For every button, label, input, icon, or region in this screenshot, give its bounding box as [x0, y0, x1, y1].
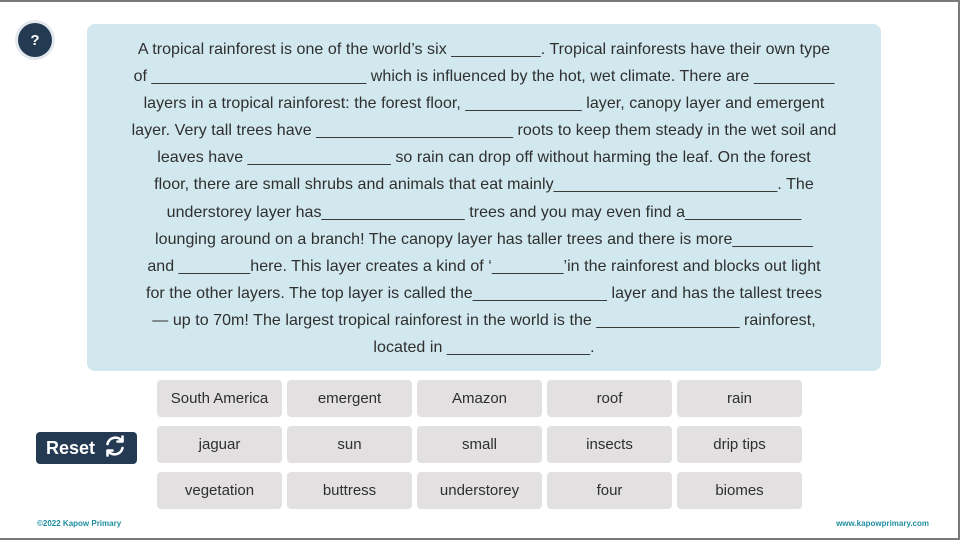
passage-text: located in: [373, 339, 447, 357]
blank-drop-zone[interactable]: ________________: [446, 339, 591, 357]
passage-text: rainforest,: [739, 311, 816, 329]
word-tile[interactable]: four: [547, 472, 672, 509]
passage-text: and: [147, 257, 179, 275]
passage-text: for the other layers. The top layer is called the: [145, 284, 473, 302]
word-tile[interactable]: South America: [157, 380, 282, 417]
blank-drop-zone[interactable]: _____________: [465, 95, 582, 113]
reset-label: Reset: [45, 437, 96, 458]
word-tile[interactable]: emergent: [287, 380, 412, 417]
passage-text: of: [133, 68, 152, 86]
blank-drop-zone[interactable]: _______________: [472, 284, 607, 302]
passage-line: [101, 307, 867, 334]
passage-line: [101, 63, 867, 90]
word-bank: [157, 380, 802, 509]
blank-drop-zone[interactable]: ________________: [321, 203, 465, 221]
passage-text: layer, canopy layer and emergent: [581, 95, 825, 113]
passage-text: which is influenced by the hot, wet climate. There are: [366, 68, 754, 86]
passage-text: layer and has the tallest trees: [606, 284, 823, 302]
blank-drop-zone[interactable]: __________: [451, 41, 541, 58]
word-tile[interactable]: small: [417, 426, 542, 463]
passage-text: . The: [777, 176, 814, 194]
passage-text: floor, there are small shrubs and animals that eat mainly: [154, 176, 554, 194]
blank-drop-zone[interactable]: ________________________: [151, 68, 367, 86]
passage-line: [101, 144, 867, 171]
passage-line: [101, 280, 867, 307]
passage-text: . Tropical rainforests have their own type: [540, 41, 831, 58]
passage-line: [101, 117, 867, 144]
blank-drop-zone[interactable]: ________: [491, 257, 564, 275]
passage-text: — up to 70m! The largest tropical rainforest in the world is the: [152, 311, 597, 329]
passage-text: layer. Very tall trees have: [131, 122, 317, 140]
website-link[interactable]: www.kapowprimary.com: [836, 519, 929, 528]
passage-line: [101, 171, 867, 198]
copyright-text: ©2022 Kapow Primary: [37, 519, 122, 528]
passage-line: [101, 226, 867, 253]
passage-line: [101, 90, 867, 117]
blank-drop-zone[interactable]: _________: [753, 68, 835, 86]
reset-button[interactable]: [36, 432, 137, 464]
word-tile[interactable]: buttress: [287, 472, 412, 509]
word-tile[interactable]: roof: [547, 380, 672, 417]
passage-text: understorey layer has: [166, 203, 322, 221]
blank-drop-zone[interactable]: _________: [732, 230, 813, 248]
word-tile[interactable]: sun: [287, 426, 412, 463]
passage-text: here. This layer creates a kind of ‘: [250, 257, 492, 275]
blank-drop-zone[interactable]: ________: [178, 257, 251, 275]
refresh-icon: [103, 434, 127, 463]
passage-text: layers in a tropical rainforest: the forest floor,: [143, 95, 466, 113]
word-tile[interactable]: Amazon: [417, 380, 542, 417]
blank-drop-zone[interactable]: _____________: [685, 203, 802, 221]
word-tile[interactable]: jaguar: [157, 426, 282, 463]
passage-panel: [87, 24, 881, 371]
passage-text: trees and you may even find a: [464, 203, 686, 221]
passage-text: ’in the rainforest and blocks out light: [563, 257, 821, 275]
word-tile[interactable]: understorey: [417, 472, 542, 509]
word-tile[interactable]: biomes: [677, 472, 802, 509]
passage-text: leaves have: [157, 149, 248, 167]
passage-line: [101, 36, 867, 63]
blank-drop-zone[interactable]: _________________________: [553, 176, 778, 194]
blank-drop-zone[interactable]: ______________________: [316, 122, 514, 140]
blank-drop-zone[interactable]: ________________: [596, 311, 740, 329]
passage-text: A tropical rainforest is one of the world’s six: [137, 41, 452, 58]
word-tile[interactable]: vegetation: [157, 472, 282, 509]
passage-text: roots to keep them steady in the wet soil and: [513, 122, 837, 140]
blank-drop-zone[interactable]: ________________: [247, 149, 391, 167]
question-icon: ?: [30, 31, 40, 49]
passage-text: lounging around on a branch! The canopy layer has taller trees and there is more: [155, 230, 733, 248]
passage-line: [101, 199, 867, 226]
passage-text: .: [590, 339, 595, 357]
passage-text: so rain can drop off without harming the leaf. On the forest: [390, 149, 811, 167]
passage-line: [101, 334, 867, 361]
help-button[interactable]: [18, 23, 52, 57]
word-tile[interactable]: rain: [677, 380, 802, 417]
word-tile[interactable]: insects: [547, 426, 672, 463]
word-tile[interactable]: drip tips: [677, 426, 802, 463]
passage-line: [101, 253, 867, 280]
